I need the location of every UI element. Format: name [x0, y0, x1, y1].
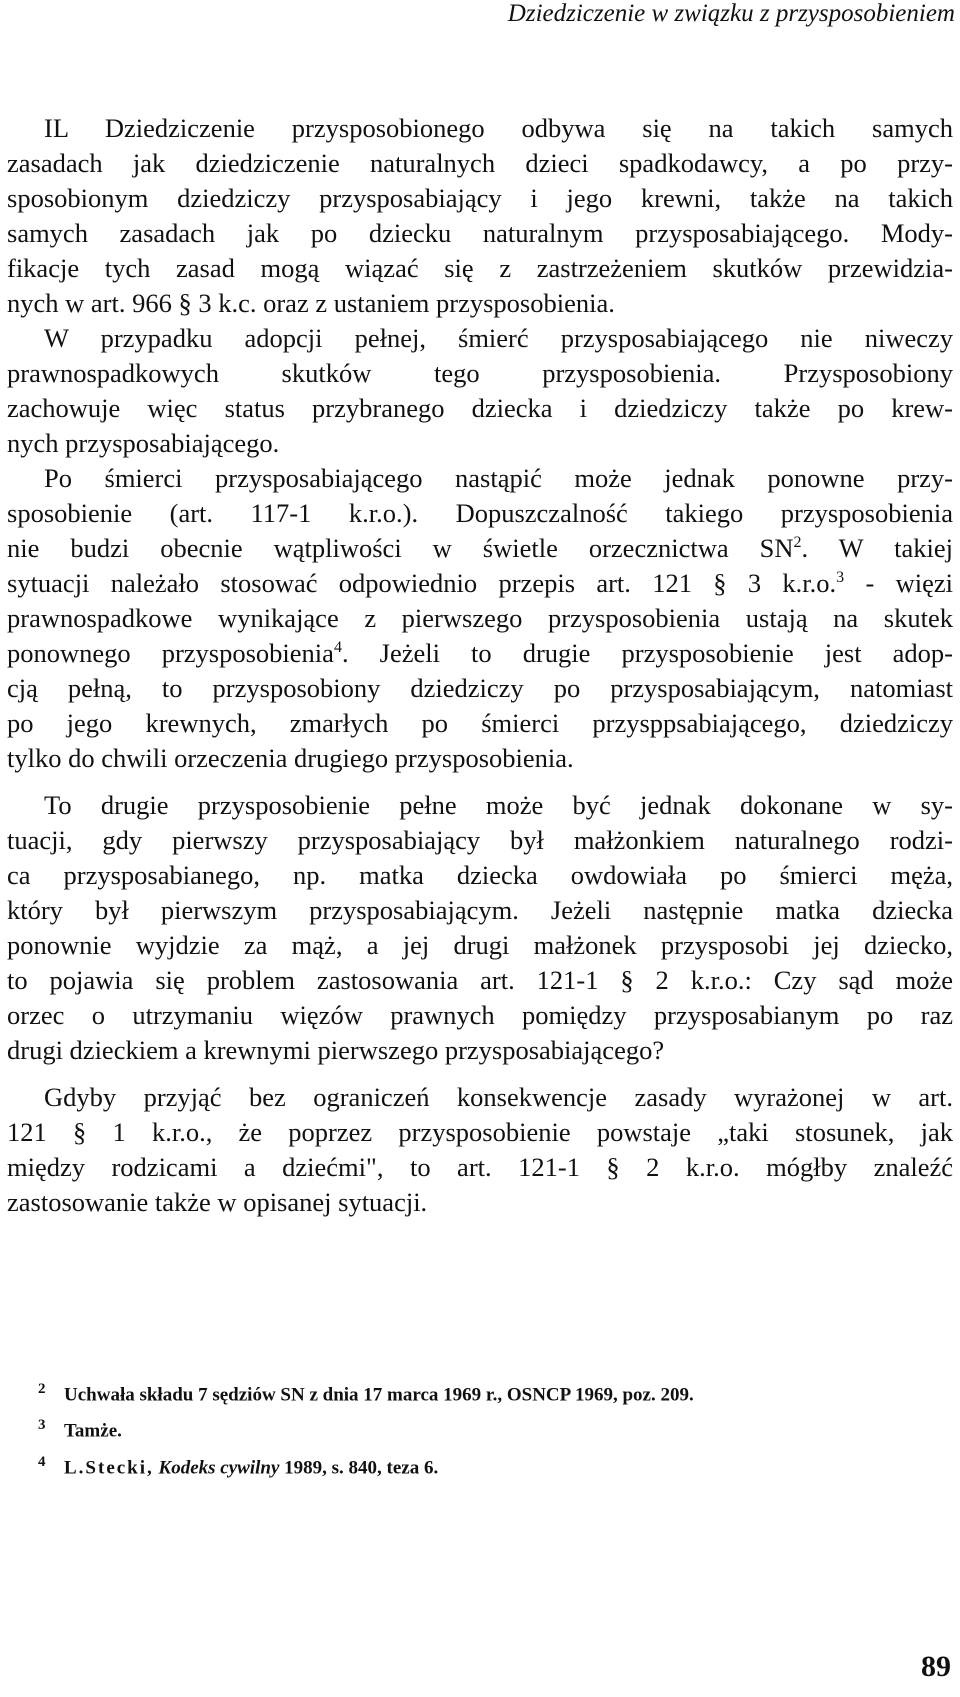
body-text: - więzi — [844, 568, 953, 598]
body-text: nie budzi obecnie wątpliwości w świetle orzecznictwa SN — [7, 533, 794, 563]
body-text: ponownego przysposobienia — [7, 638, 334, 668]
page-number: 89 — [921, 1650, 951, 1683]
body-line: prawnospadkowe wynikające z pierwszego przysposobienia ustają na skutek — [7, 603, 953, 633]
body-line: fikacje tych zasad mogą wiązać się z zastrzeżeniem skutków przewidzia- — [7, 253, 953, 283]
body-line: zachowuje więc status przybranego dziecka i dziedziczy także po krew- — [7, 393, 953, 423]
body-line: zasadach jak dziedziczenie naturalnych dzieci spadkodawcy, a po przy- — [7, 148, 953, 178]
footnote — [38, 1374, 938, 1410]
body-line: Po śmierci przysposabiającego nastąpić może jednak ponowne przy- — [44, 463, 953, 493]
body-text: . W takiej — [801, 533, 954, 563]
body-line: tylko do chwili orzeczenia drugiego przysposobienia. — [7, 743, 574, 773]
body-line: Gdyby przyjąć bez ograniczeń konsekwencje zasady wyrażonej w art. — [44, 1082, 953, 1112]
body-line: samych zasadach jak po dziecku naturalnym przysposabiającego. Mody- — [7, 218, 953, 248]
body-text: sytuacji należało stosować odpowiednio przepis art. 121 § 3 k.r.o. — [7, 568, 837, 598]
body-line: IL Dziedziczenie przysposobionego odbywa się na takich samych — [44, 113, 953, 143]
body-text: . Jeżeli to drugie przysposobienie jest adop- — [341, 638, 953, 668]
body-line: sposobionym dziedziczy przysposabiający i jego krewni, także na takich — [7, 183, 953, 213]
body-line: cją pełną, to przysposobiony dziedziczy po przysposabiającym, natomiast — [7, 673, 953, 703]
body-line: To drugie przysposobienie pełne może być jednak dokonane w sy- — [44, 790, 953, 820]
body-line: drugi dzieckiem a krewnymi pierwszego przysposabiającego? — [7, 1035, 665, 1065]
footnote-number: 4 — [38, 1453, 46, 1470]
body-line: który był pierwszym przysposabiającym. Jeżeli następnie matka dziecka — [7, 895, 953, 925]
footnote-ref: 4 — [333, 639, 342, 657]
footnote-ref: 3 — [836, 569, 845, 587]
body-line: zastosowanie także w opisanej sytuacji. — [7, 1187, 428, 1217]
footnote — [38, 1410, 938, 1446]
body-line: ponownie wyjdzie za mąż, a jej drugi małżonek przysposobi jej dziecko, — [7, 930, 953, 960]
running-title: Dziedziczenie w związku z przysposobieniem — [507, 0, 955, 27]
body-line: nych w art. 966 § 3 k.c. oraz z ustaniem przysposobienia. — [7, 288, 615, 318]
body-line: tuacji, gdy pierwszy przysposabiający był małżonkiem naturalnego rodzi- — [7, 825, 953, 855]
footnote-text: Uchwała składu 7 sędziów SN z dnia 17 marca 1969 r., OSNCP 1969, poz. 209. — [64, 1384, 694, 1406]
body-line: prawnospadkowych skutków tego przysposobienia. Przysposobiony — [7, 358, 953, 388]
body-line-with-footnote — [7, 568, 953, 598]
body-line: nych przysposabiającego. — [7, 428, 280, 458]
body-line: W przypadku adopcji pełnej, śmierć przysposabiającego nie niweczy — [44, 323, 953, 353]
footnotes — [38, 1374, 938, 1483]
footnote-text: 1989, s. 840, teza 6. — [284, 1456, 439, 1478]
body-line-with-footnote — [7, 533, 953, 563]
body-line: ca przysposabianego, np. matka dziecka owdowiała po śmierci męża, — [7, 860, 953, 890]
footnote-text: Tamże. — [64, 1420, 122, 1442]
body-line: 121 § 1 k.r.o., że poprzez przysposobienie powstaje „taki stosunek, jak — [7, 1117, 953, 1147]
footnote-number: 3 — [38, 1417, 46, 1434]
body-line: to pojawia się problem zastosowania art. 121-1 § 2 k.r.o.: Czy sąd może — [7, 965, 953, 995]
footnote-author: L.Stecki, — [64, 1456, 154, 1478]
body-line: orzec o utrzymaniu więzów prawnych pomiędzy przysposabianym po raz — [7, 1000, 953, 1030]
footnote-ref: 2 — [793, 534, 802, 552]
footnote-title: Kodeks cywilny — [158, 1456, 280, 1478]
footnote-number: 2 — [38, 1381, 46, 1397]
body-line: między rodzicami a dziećmi", to art. 121-1 § 2 k.r.o. mógłby znaleźć — [7, 1152, 953, 1182]
footnote — [38, 1447, 938, 1483]
body-line: po jego krewnych, zmarłych po śmierci przysppsabiającego, dziedziczy — [7, 708, 953, 738]
body-line: sposobienie (art. 117-1 k.r.o.). Dopuszczalność takiego przysposobienia — [7, 498, 953, 528]
body-line-with-footnote — [7, 638, 953, 668]
